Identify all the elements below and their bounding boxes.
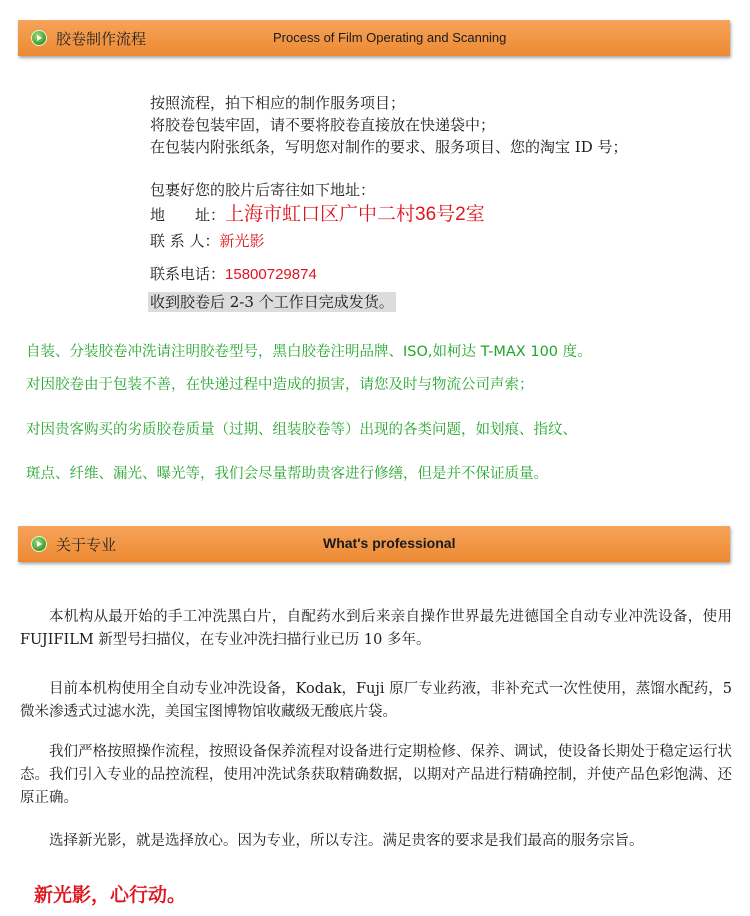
address-intro: 包裹好您的胶片后寄往如下地址： [150, 181, 376, 199]
slogan: 新光影，心行动。 [34, 884, 187, 906]
section-title-cn: 关于专业 [56, 536, 117, 554]
process-step: 将胶卷包装牢固，请不要将胶卷直接放在快递袋中； [150, 116, 496, 134]
address-label: 地 址： [150, 206, 226, 224]
contact-value: 新光影 [219, 233, 265, 250]
play-bullet-icon [31, 30, 47, 46]
about-paragraph: 目前本机构使用全自动专业冲洗设备，Kodak，Fuji 原厂专业药液，非补充式一次性使用，蒸馏水配药，5 微米渗透式过滤水洗，美国宝图博物馆收藏级无酸底片袋。 [20, 681, 732, 720]
about-paragraph: 本机构从最开始的手工冲洗黑白片，自配药水到后来亲自操作世界最先进德国全自动专业冲洗设备，使用 FUJIFILM 新型号扫描仪，在专业冲洗扫描行业已历 10 多年。 [20, 609, 732, 648]
address-value: 上海市虹口区广中二村36号2室 [225, 204, 485, 225]
about-paragraph: 选择新光影，就是选择放心。因为专业，所以专注。满足贵客的要求是我们最高的服务宗旨。 [49, 833, 644, 849]
section-banner-professional [18, 526, 730, 562]
phone-label: 联系电话： [150, 265, 226, 283]
about-paragraph: 我们严格按照操作流程，按照设备保养流程对设备进行定期检修、保养、调试，使设备长期处于稳定运行状态。我们引入专业的品控流程，使用冲洗试条获取精确数据，以期对产品进行精确控制，并使产品色彩饱满、还原正确。 [20, 744, 732, 806]
notice-line: 对因贵客购买的劣质胶卷质量（过期、组装胶卷等）出现的各类问题，如划痕、指纹、 [26, 422, 577, 438]
address-row [150, 206, 485, 224]
play-bullet-icon [31, 536, 47, 552]
phone-row [150, 265, 317, 284]
phone-value: 15800729874 [225, 266, 317, 283]
delivery-note-text: 收到胶卷后 2-3 个工作日完成发货。 [150, 293, 394, 311]
notice-line: 自装、分装胶卷冲洗请注明胶卷型号，黑白胶卷注明品牌、ISO,如柯达 T-MAX 100 度。 [26, 344, 592, 360]
section-banner-process [18, 20, 730, 56]
delivery-note [148, 293, 396, 311]
contact-label: 联 系 人： [150, 232, 220, 250]
process-step: 在包装内附张纸条，写明您对制作的要求、服务项目、您的淘宝 ID 号； [150, 138, 628, 156]
notice-line: 对因胶卷由于包装不善，在快递过程中造成的损害，请您及时与物流公司声索； [26, 377, 534, 393]
section-title-cn: 胶卷制作流程 [56, 30, 147, 48]
process-step: 按照流程，拍下相应的制作服务项目； [150, 94, 406, 112]
section-title-en: Process of Film Operating and Scanning [273, 30, 507, 45]
contact-row [150, 232, 265, 251]
notice-line: 斑点、纤维、漏光、曝光等，我们会尽量帮助贵客进行修缮，但是并不保证质量。 [26, 466, 548, 482]
section-title-en: What's professional [323, 535, 456, 551]
